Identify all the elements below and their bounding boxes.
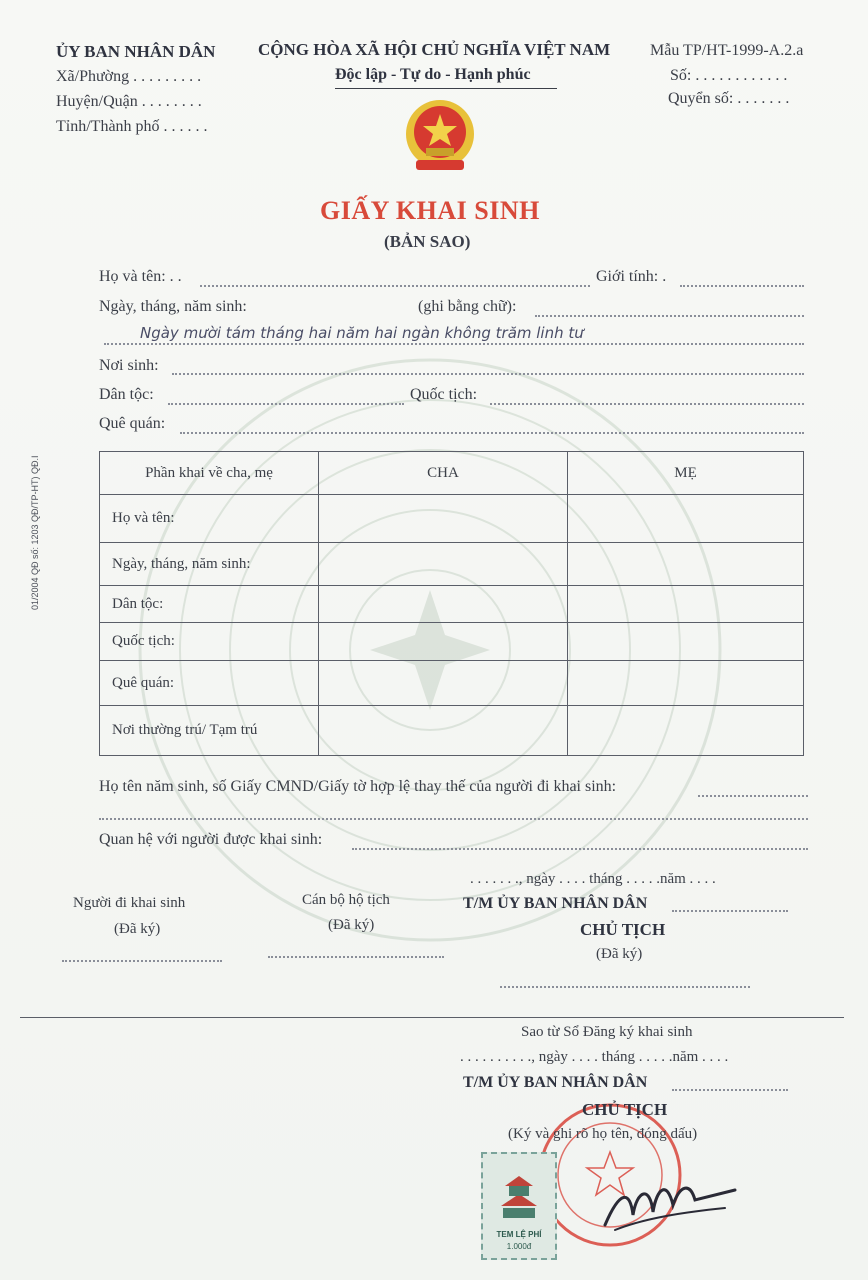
table-row-label: Họ và tên: (100, 495, 319, 543)
table-row (100, 543, 804, 586)
chairman-signed: (Đã ký) (596, 946, 643, 962)
copy-date-line: . . . . . . . . . ., ngày . . . . tháng . . . . .năm . . . . (460, 1049, 729, 1065)
father-cell (319, 495, 568, 543)
mother-cell (568, 543, 804, 586)
chairman-title: CHỦ TỊCH (580, 920, 666, 939)
relation-label: Quan hệ với người được khai sinh: (99, 831, 323, 848)
birthplace-dots (172, 373, 804, 375)
province-label: Tỉnh/Thành phố . . . . . . (56, 118, 208, 135)
ward-label: Xã/Phường . . . . . . . . . (56, 68, 202, 85)
sign-date-line: . . . . . . ., ngày . . . . tháng . . . . .năm . . . . (470, 871, 716, 887)
table-header-row (100, 452, 804, 495)
table-row-label: Ngày, tháng, năm sinh: (100, 543, 319, 586)
ethnicity-dots (168, 403, 404, 405)
table-row (100, 495, 804, 543)
father-cell (319, 543, 568, 586)
nationality-label: Quốc tịch: (410, 386, 478, 403)
copy-committee: T/M ỦY BAN NHÂN DÂN (463, 1074, 648, 1091)
pagoda-icon (497, 1172, 541, 1220)
officer-signed: (Đã ký) (328, 917, 375, 933)
table-row-label: Quốc tịch: (100, 623, 319, 661)
fee-stamp (481, 1152, 557, 1260)
parents-table (99, 451, 804, 756)
book-label: Quyển số: . . . . . . . (668, 90, 790, 107)
name-label: Họ và tên: . . (99, 268, 182, 285)
name-dots (200, 285, 590, 287)
father-cell (319, 661, 568, 706)
committee-sign-dots (672, 910, 788, 912)
declarant-info-dots-1 (698, 795, 808, 797)
declarant-info-dots-2 (99, 818, 808, 820)
gender-label: Giới tính: . (596, 268, 667, 285)
district-label: Huyện/Quận . . . . . . . . (56, 93, 202, 110)
motto-underline (335, 88, 557, 89)
dob-dots (535, 315, 804, 317)
mother-cell (568, 586, 804, 623)
committee-title: ỦY BAN NHÂN DÂN (56, 42, 216, 61)
officer-sign-title: Cán bộ hộ tịch (302, 892, 390, 908)
declarant-info-label: Họ tên năm sinh, số Giấy CMND/Giấy tờ hợp lệ thay thế của người đi khai sinh: (99, 778, 617, 795)
father-cell (319, 706, 568, 756)
motto: Độc lập - Tự do - Hạnh phúc (335, 66, 531, 83)
table-row-label: Dân tộc: (100, 586, 319, 623)
mother-cell (568, 623, 804, 661)
stamp-value: 1.000đ (506, 1242, 532, 1251)
handwritten-signature (595, 1170, 745, 1240)
ethnicity-label: Dân tộc: (99, 386, 154, 403)
table-header-father: CHA (319, 452, 568, 495)
mother-cell (568, 495, 804, 543)
dob-words-dots (104, 343, 804, 345)
number-label: Số: . . . . . . . . . . . . (670, 67, 788, 84)
table-row (100, 661, 804, 706)
table-row (100, 586, 804, 623)
mother-cell (568, 706, 804, 756)
dob-label: Ngày, tháng, năm sinh: (99, 298, 247, 315)
hometown-dots (180, 432, 804, 434)
side-reference: 01/2004 QĐ số: 1203 QĐ/TP-HT) QĐ.I (30, 455, 40, 610)
dob-words-label: (ghi bằng chữ): (418, 298, 517, 315)
copy-chairman: CHỦ TỊCH (582, 1100, 668, 1119)
table-row-label: Quê quán: (100, 661, 319, 706)
table-header-mother: MẸ (568, 452, 804, 495)
document-title: GIẤY KHAI SINH (320, 196, 540, 225)
section-divider (20, 1017, 844, 1018)
nationality-dots (490, 403, 804, 405)
gender-dots (680, 285, 804, 287)
table-row (100, 706, 804, 756)
relation-dots (352, 848, 808, 850)
form-code: Mẫu TP/HT-1999-A.2.a (650, 42, 804, 59)
country-name: CỘNG HÒA XÃ HỘI CHỦ NGHĨA VIỆT NAM (258, 40, 611, 59)
table-row-label: Nơi thường trú/ Tạm trú (100, 706, 319, 756)
stamp-label: TEM LỆ PHÍ (496, 1230, 542, 1239)
birthplace-label: Nơi sinh: (99, 357, 159, 374)
declarant-sign-title: Người đi khai sinh (73, 895, 186, 911)
table-row (100, 623, 804, 661)
copy-sign-instruction: (Ký và ghi rõ họ tên, đóng dấu) (508, 1126, 698, 1142)
committee-sign-title: T/M ỦY BAN NHÂN DÂN (463, 895, 648, 912)
table-header-section: Phần khai về cha, mẹ (100, 452, 319, 495)
national-emblem-icon (402, 96, 478, 176)
chairman-sign-dots (500, 986, 750, 988)
father-cell (319, 623, 568, 661)
copy-committee-dots (672, 1089, 788, 1091)
document-subtitle: (BẢN SAO) (384, 232, 471, 251)
declarant-signed: (Đã ký) (114, 921, 161, 937)
officer-sign-dots (268, 956, 444, 958)
father-cell (319, 586, 568, 623)
dob-words-value: Ngày mười tám tháng hai năm hai ngàn không trăm linh tư (140, 324, 584, 342)
copy-source: Sao từ Sổ Đăng ký khai sinh (521, 1024, 693, 1040)
mother-cell (568, 661, 804, 706)
declarant-sign-dots (62, 960, 222, 962)
hometown-label: Quê quán: (99, 415, 166, 432)
